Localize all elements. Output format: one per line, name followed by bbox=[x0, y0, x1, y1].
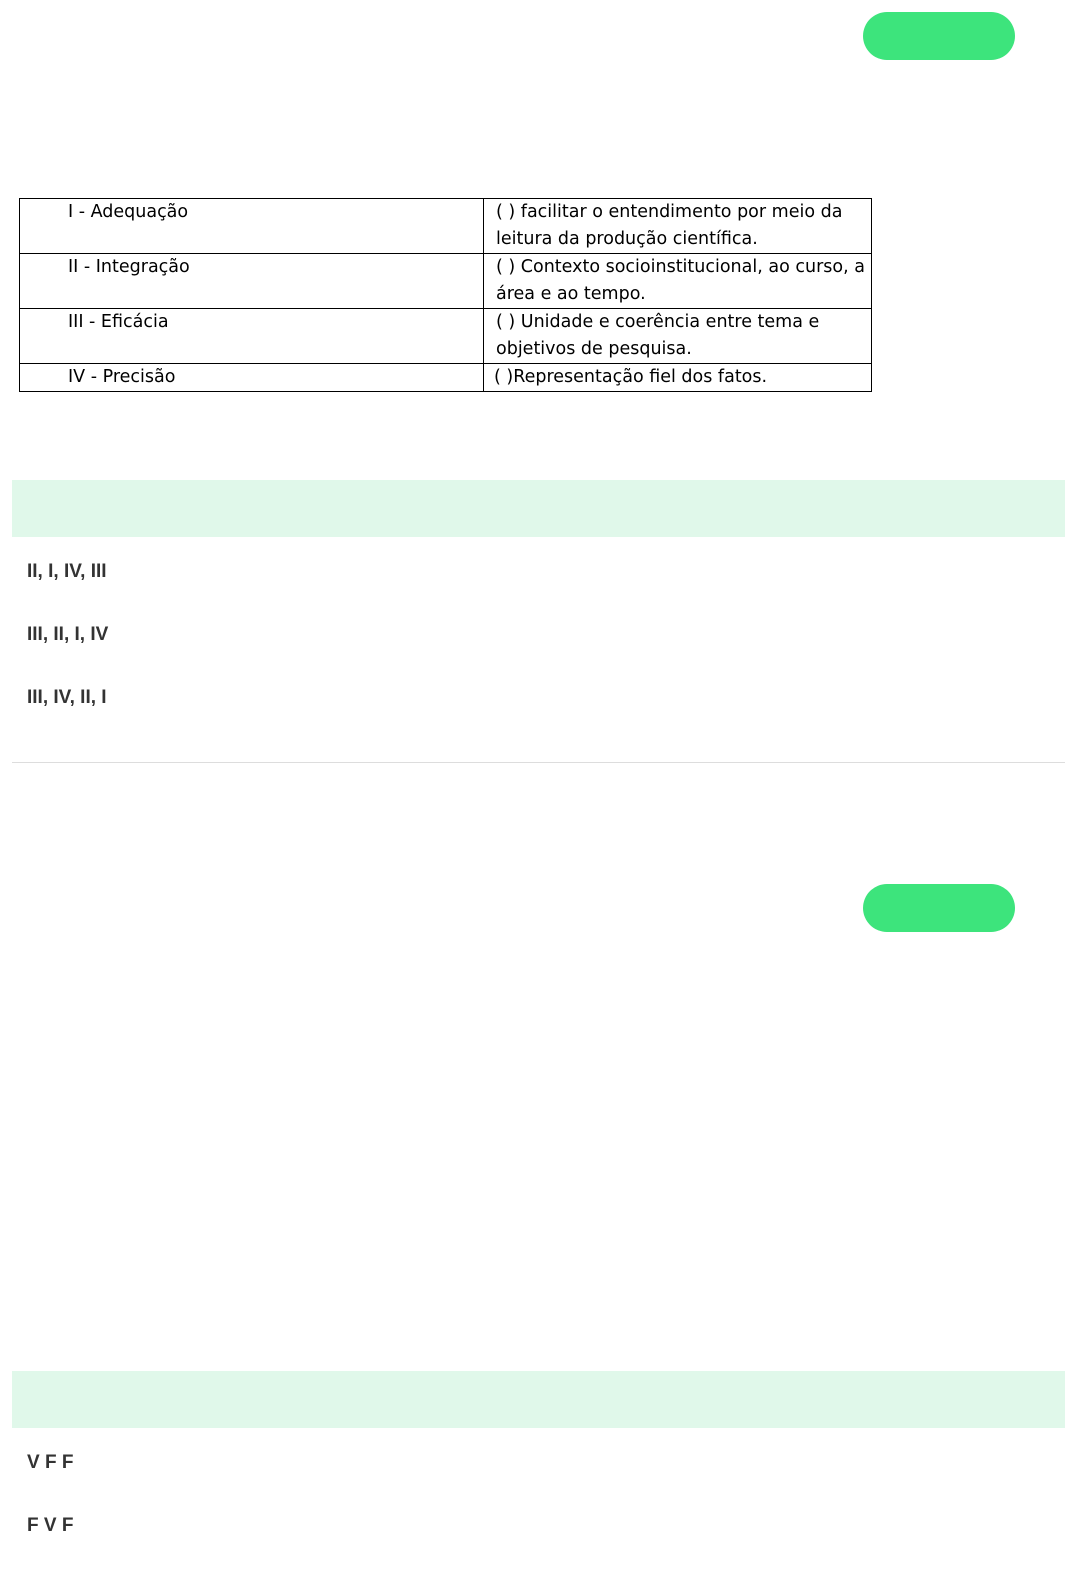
table-row bbox=[20, 254, 872, 309]
table-row bbox=[20, 364, 872, 392]
question-divider bbox=[12, 762, 1065, 763]
answer-option[interactable]: V F F bbox=[27, 1452, 74, 1473]
answer-bar bbox=[12, 1371, 1065, 1428]
answer-option[interactable]: III, IV, II, I bbox=[27, 687, 107, 708]
table-cell-definition: ( ) Contexto socioinstitucional, ao curso, a área e ao tempo. bbox=[484, 254, 872, 309]
answer-option[interactable]: F V F bbox=[27, 1515, 74, 1536]
table-cell-definition: ( ) Unidade e coerência entre tema e objetivos de pesquisa. bbox=[484, 309, 872, 364]
status-pill[interactable] bbox=[863, 884, 1015, 932]
table-cell-definition: ( )Representação fiel dos fatos. bbox=[484, 364, 872, 392]
answer-option[interactable]: III, II, I, IV bbox=[27, 624, 109, 645]
status-pill[interactable] bbox=[863, 12, 1015, 60]
table-cell-term: I - Adequação bbox=[20, 199, 484, 254]
table-row bbox=[20, 309, 872, 364]
answer-option[interactable]: II, I, IV, III bbox=[27, 561, 107, 582]
table-cell-term: II - Integração bbox=[20, 254, 484, 309]
table-cell-term: III - Eficácia bbox=[20, 309, 484, 364]
table-cell-definition: ( ) facilitar o entendimento por meio da leitura da produção científica. bbox=[484, 199, 872, 254]
matching-table bbox=[19, 198, 872, 392]
answer-bar bbox=[12, 480, 1065, 537]
table-cell-term: IV - Precisão bbox=[20, 364, 484, 392]
table-row bbox=[20, 199, 872, 254]
